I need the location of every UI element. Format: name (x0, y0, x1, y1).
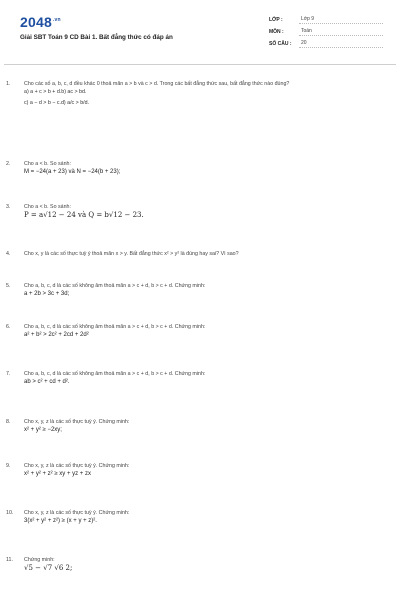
question-11 (6, 556, 392, 572)
meta-label: LỚP : (269, 17, 283, 23)
question-number: 9. (6, 463, 11, 469)
question-line: M = −24(a + 23) và N = −24(b + 23); (24, 169, 121, 176)
question-number: 7. (6, 371, 11, 377)
question-number: 4. (6, 251, 11, 257)
meta-row-class (269, 14, 383, 26)
meta-row-count (269, 38, 383, 50)
question-text: Cho x, y, z là các số thực tuỳ ý. Chứng minh: (24, 419, 130, 425)
question-text: Cho a < b. So sánh: (24, 204, 71, 210)
question-text: Cho a, b, c, d là các số không âm thoả mãn a > c + d, b > c + d. Chứng minh: (24, 371, 206, 377)
question-line: √5 − √7 √6 2; (24, 564, 73, 573)
question-number: 1. (6, 81, 11, 87)
question-2 (6, 160, 392, 176)
meta-value: Toán (299, 28, 383, 36)
meta-label: SỐ CÂU : (269, 41, 292, 47)
question-3 (6, 203, 392, 219)
header-divider (4, 64, 396, 65)
site-logo[interactable] (20, 14, 61, 30)
question-5 (6, 282, 392, 298)
header (16, 0, 384, 62)
question-text: Cho a < b. So sánh: (24, 161, 71, 167)
question-number: 6. (6, 324, 11, 330)
question-line: 3(x² + y² + z²) ≥ (x + y + z)². (24, 518, 97, 525)
meta-row-subject (269, 26, 383, 38)
question-line: P = a√12 − 24 và Q = b√12 − 23. (24, 211, 144, 220)
question-line: x² + y² + z² ≥ xy + yz + zx (24, 471, 91, 478)
logo-text: 2048 (20, 14, 52, 30)
question-text: Cho các số a, b, c, d đều khác 0 thoả mãn a > b và c > d. Trong các bất đẳng thức sau, bất đẳng thức nào đúng? (24, 81, 290, 87)
question-text: Cho x, y là các số thực tuỳ ý thoả mãn x > y. Bất đẳng thức x² > y² là đúng hay sai? Vì sao? (24, 251, 239, 257)
question-8 (6, 418, 392, 434)
question-number: 11. (6, 557, 13, 563)
question-number: 3. (6, 204, 11, 210)
meta-box (269, 14, 383, 50)
question-line: a² + b² > 2c² + 2cd + 2d² (24, 332, 89, 339)
meta-label: MÔN : (269, 29, 284, 35)
question-number: 2. (6, 161, 11, 167)
question-text: Cho a, b, c, d là các số không âm thoả mãn a > c + d, b > c + d. Chứng minh: (24, 283, 206, 289)
question-line: a) a + c > b + d.b) ac > bd. (24, 89, 87, 96)
meta-value: Lớp 9 (299, 16, 383, 24)
document-title: Giải SBT Toán 9 CD Bài 1. Bất đẳng thức có đáp án (20, 34, 173, 41)
meta-value: 20 (299, 40, 383, 48)
question-line: x² + y² ≥ −2xy; (24, 427, 62, 434)
question-number: 5. (6, 283, 11, 289)
question-1 (6, 80, 392, 108)
question-text: Cho x, y, z là các số thực tuỳ ý. Chứng minh: (24, 463, 130, 469)
question-line: ab > c² + cd + d². (24, 379, 70, 386)
question-text: Cho a, b, c, d là các số không âm thoả mãn a > c + d, b > c + d. Chứng minh: (24, 324, 206, 330)
question-text: Cho x, y, z là các số thực tuỳ ý. Chứng minh: (24, 510, 130, 516)
question-text: Chứng minh: (24, 557, 55, 563)
question-line: c) a − d > b − c.d) a/c > b/d. (24, 100, 90, 107)
question-6 (6, 323, 392, 339)
logo-suffix: .vn (52, 17, 61, 24)
question-10 (6, 509, 392, 525)
question-line: a + 2b > 3c + 3d; (24, 291, 70, 298)
question-number: 10. (6, 510, 14, 516)
question-9 (6, 462, 392, 478)
question-4 (6, 250, 392, 258)
question-number: 8. (6, 419, 11, 425)
question-7 (6, 370, 392, 386)
